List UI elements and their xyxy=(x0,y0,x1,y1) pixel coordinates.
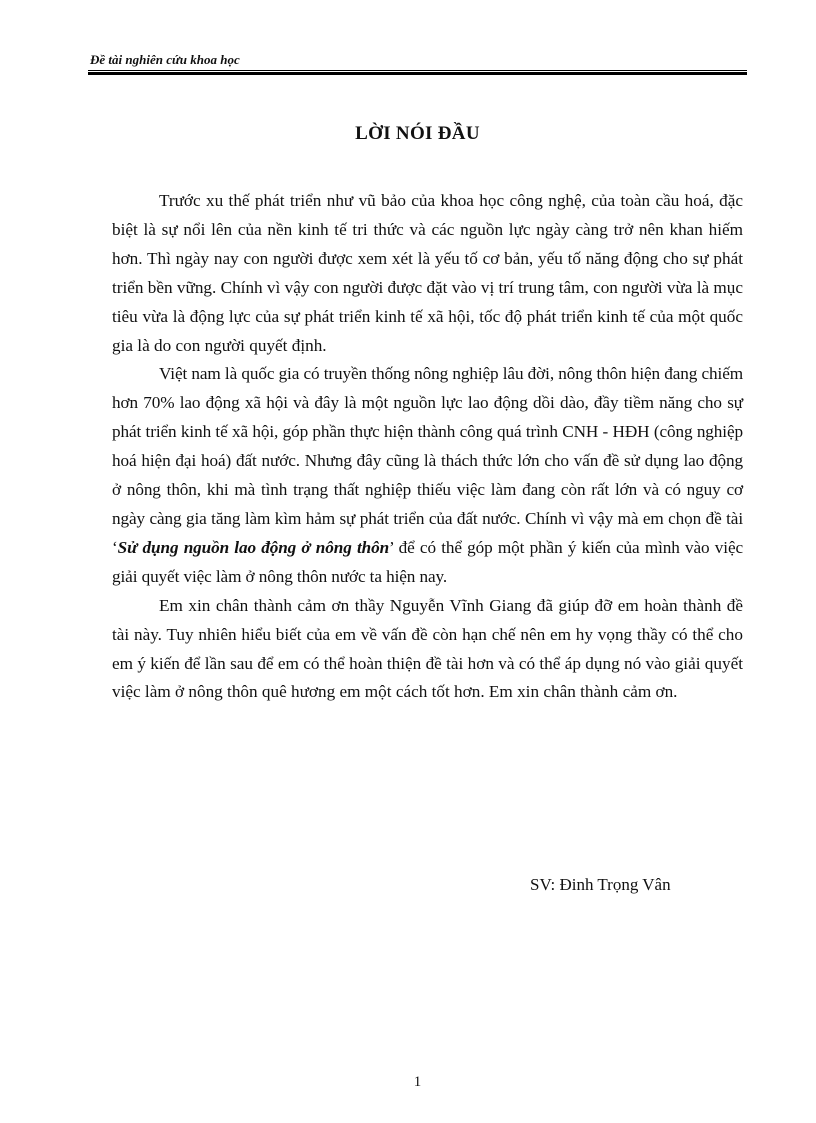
paragraph-3: Em xin chân thành cảm ơn thầy Nguyễn Vĩnh Giang đã giúp đỡ em hoàn thành đề tài này. Tuy nhiên hiểu biết của em về vấn đề còn hạn chế nên em hy vọng thầy có thể cho em ý kiến để lần sau để em có thể hoàn thiện đề tài hơn và có thể áp dụng nó vào giải quyết việc làm ở nông thôn quê hương em một cách tốt hơn. Em xin chân thành cảm ơn. xyxy=(112,595,743,702)
paragraph-2-text-before: Việt nam là quốc gia có truyền thống nông nghiệp lâu đời, nông thôn hiện đang chiếm hơn 70% lao động xã hội và đây là một nguồn lực lao động dồi dào, đầy tiềm năng cho sự phát triển kinh tế xã hội, góp phần thực hiện thành công quá trình CNH - HĐH (công nghiệp hoá hiện đại hoá) đất nước. Nhưng đây cũng là thách thức lớn cho vấn đề sử dụng lao động ở nông thôn, khi mà tình trạng thất nghiệp thiếu việc làm đang còn rất lớn và có nguy cơ ngày càng gia tăng làm kìm hảm sự phát triển của đất nước. Chính vì vậy mà em chọn đề tài ‘ xyxy=(112,364,743,557)
running-header: Đề tài nghiên cứu khoa học xyxy=(90,52,240,67)
header-rule-thick xyxy=(88,72,747,75)
page-number: 1 xyxy=(413,1074,422,1090)
paragraph-2-topic: Sử dụng nguồn lao động ở nông thôn xyxy=(117,537,390,557)
header-rule-thin xyxy=(88,70,747,71)
page-title: LỜI NÓI ĐẦU xyxy=(355,123,480,144)
body-text xyxy=(112,187,743,707)
paragraph-1: Trước xu thế phát triển như vũ bảo của khoa học công nghệ, của toàn cầu hoá, đặc biệt là sự nổi lên của nền kinh tế tri thức và các nguồn lực ngày càng trở nên khan hiếm hơn. Thì ngày nay con người được xem xét là yếu tố cơ bản, yếu tố năng động cho sự phát triển bền vững. Chính vì vậy con người được đặt vào vị trí trung tâm, con người vừa là mục tiêu vừa là động lực của sự phát triển kinh tế xã hội, tốc độ phát triển kinh tế của một quốc gia là do con người quyết định. xyxy=(112,191,743,355)
paragraph-2-text-after: ’ để có thể góp một phần ý kiến của mình vào việc giải quyết việc làm ở nông thôn nước ta hiện nay. xyxy=(112,537,743,586)
signature: SV: Đinh Trọng Vân xyxy=(530,875,671,894)
paragraph-2 xyxy=(112,360,743,591)
